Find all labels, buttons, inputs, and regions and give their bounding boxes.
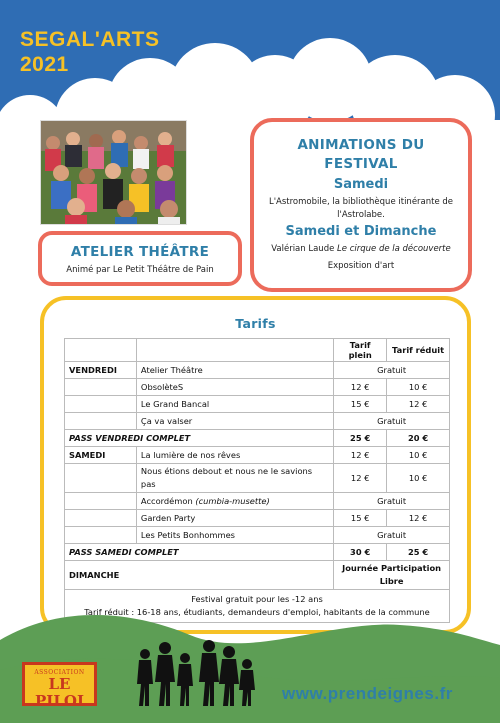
table-row	[65, 510, 450, 527]
table-row	[65, 396, 450, 413]
brand-line1: SEGAL'ARTS	[20, 28, 160, 51]
price-participation: Journée Participation Libre	[334, 561, 450, 590]
price-reduit: 10 €	[387, 379, 450, 396]
table-row	[65, 464, 450, 493]
price-plein: 12 €	[334, 464, 387, 493]
price-reduit: 12 €	[387, 396, 450, 413]
show-name: Ça va valser	[136, 413, 333, 430]
price-reduit: 25 €	[387, 544, 450, 561]
tarifs-title: Tarifs	[235, 316, 276, 331]
artist-name: Valérian Laude	[271, 244, 335, 254]
show-name: Le Grand Bancal	[136, 396, 333, 413]
table-row	[65, 362, 450, 379]
price-reduit: 12 €	[387, 510, 450, 527]
table-row	[65, 527, 450, 544]
animations-expo: Exposition d'art	[327, 260, 395, 271]
show-name: Atelier Théâtre	[136, 362, 333, 379]
col-tarif-reduit: Tarif réduit	[387, 339, 450, 362]
col-tarif-plein: Tarif plein	[334, 339, 387, 362]
price-gratuit: Gratuit	[334, 413, 450, 430]
table-header-row	[65, 339, 450, 362]
price-plein: 15 €	[334, 510, 387, 527]
day-label: VENDREDI	[65, 362, 137, 379]
table-row	[65, 544, 450, 561]
show-name: Nous étions debout et nous ne le savions pas	[136, 464, 333, 493]
pass-label: PASS VENDREDI COMPLET	[65, 430, 334, 447]
logo-line1: ASSOCIATION	[34, 669, 85, 676]
festival-brand	[20, 27, 160, 77]
table-cell	[136, 339, 333, 362]
show-name: La lumière de nos rêves	[136, 447, 333, 464]
table-cell	[65, 339, 137, 362]
show-name: ObsolèteS	[136, 379, 333, 396]
table-cell	[65, 396, 137, 413]
animations-title: ANIMATIONS DU FESTIVAL	[297, 137, 425, 172]
price-plein: 25 €	[334, 430, 387, 447]
footer-line2: Tarif réduit : 16-18 ans, étudiants, demandeurs d'emploi, habitants de la commune	[84, 607, 430, 617]
website-url[interactable]: www.prendeignes.fr	[282, 684, 453, 703]
brand-line2: 2021	[20, 53, 69, 76]
tarifs-table	[64, 338, 450, 623]
children-silhouettes-icon	[135, 640, 255, 708]
price-plein: 30 €	[334, 544, 387, 561]
day-label: DIMANCHE	[65, 561, 334, 590]
show-name: Les Petits Bonhommes	[136, 527, 333, 544]
table-row	[65, 430, 450, 447]
table-cell	[65, 464, 137, 493]
table-cell	[65, 493, 137, 510]
table-row	[65, 379, 450, 396]
show-note: (cumbia-musette)	[195, 496, 270, 506]
price-plein: 12 €	[334, 379, 387, 396]
price-reduit: 10 €	[387, 447, 450, 464]
footer-line1: Festival gratuit pour les -12 ans	[191, 594, 323, 604]
price-gratuit: Gratuit	[334, 362, 450, 379]
audience-photo	[40, 120, 187, 225]
show-name: Garden Party	[136, 510, 333, 527]
table-row	[65, 493, 450, 510]
table-row	[65, 561, 450, 590]
price-gratuit: Gratuit	[334, 527, 450, 544]
table-row	[65, 413, 450, 430]
price-plein: 12 €	[334, 447, 387, 464]
show-title: Le cirque de la découverte	[337, 244, 451, 254]
animations-day2: Samedi et Dimanche	[285, 224, 437, 239]
table-cell	[65, 379, 137, 396]
table-cell	[65, 413, 137, 430]
animations-day2-text	[268, 243, 454, 256]
atelier-title: ATELIER THÉÂTRE	[70, 244, 210, 260]
animations-day1-text: L'Astromobile, la bibliothèque itinérante de l'Astrolabe.	[268, 197, 454, 220]
pass-label: PASS SAMEDI COMPLET	[65, 544, 334, 561]
atelier-subtitle: Animé par Le Petit Théâtre de Pain	[66, 265, 214, 275]
tarifs-box	[40, 296, 471, 634]
price-reduit: 10 €	[387, 464, 450, 493]
show-name-cell	[136, 493, 333, 510]
price-gratuit: Gratuit	[334, 493, 450, 510]
table-row	[65, 447, 450, 464]
animations-day1: Samedi	[333, 177, 389, 192]
price-plein: 15 €	[334, 396, 387, 413]
animations-box	[250, 118, 472, 292]
table-cell	[65, 510, 137, 527]
logo-line2: LE PILOI	[35, 675, 84, 710]
day-label: SAMEDI	[65, 447, 137, 464]
association-logo	[22, 662, 97, 710]
price-reduit: 20 €	[387, 430, 450, 447]
table-cell	[65, 527, 137, 544]
atelier-theatre-box	[38, 231, 242, 286]
show-name: Accordémon	[140, 496, 193, 506]
